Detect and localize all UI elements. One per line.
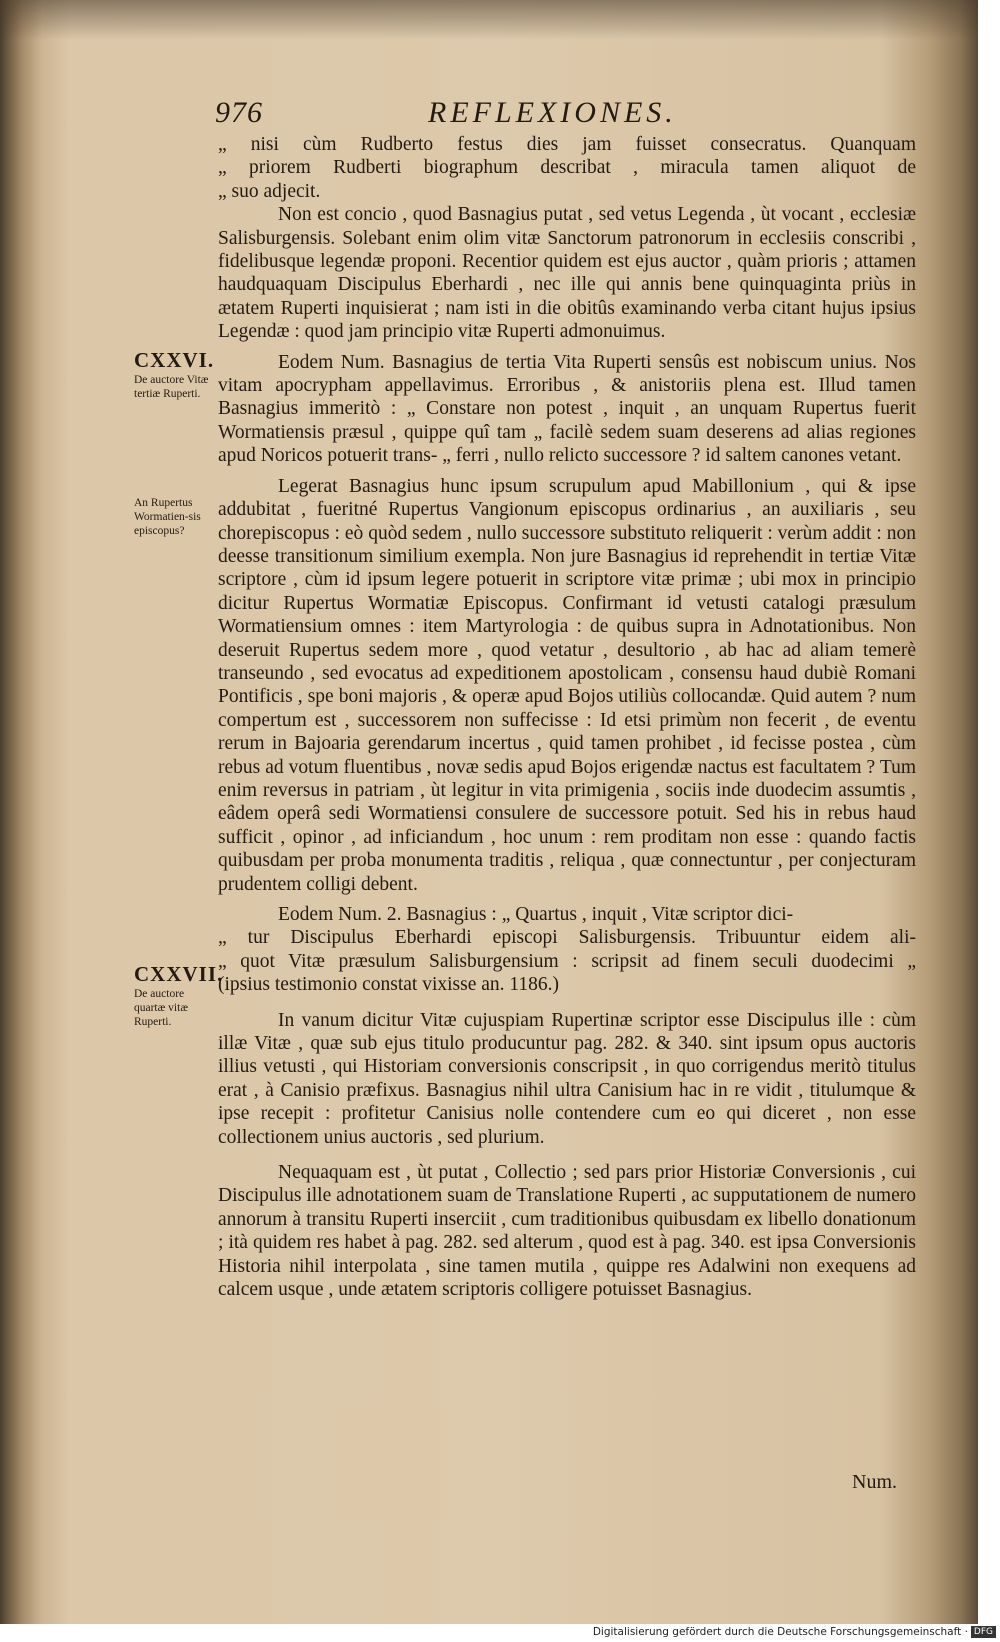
- running-head: REFLEXIONES.: [428, 96, 677, 129]
- marginal-summary: An Rupertus Wormatien-sis episcopus?: [134, 497, 201, 537]
- text-line: „ suo adjecit.: [218, 180, 321, 202]
- section-number: CXXVI.: [134, 348, 215, 372]
- paragraph-cxxvi: Eodem Num. Basnagius de tertia Vita Ruperti sensûs est nobiscum unius. Nos vitam apocrypham appellavimus. Erroribus , & anistoriis plena est. Illud tamen Basnagius immeritò : „ Constare non potest , inquit , an unquam Rupertus fuerit Wormatiensis præsul , quippe quî tam „ facilè sedem suam deserens ad alias regiones apud Noricos potuerit trans- „ ferri , nullo relicto successore ? id saltem canones vetant.: [218, 351, 916, 467]
- marginal-note-cxxvi: [134, 348, 218, 401]
- text-line: „ quot Vitæ præsulum Salisburgensium : scripsit ad finem seculi duodecimi „: [218, 950, 916, 972]
- digitization-footer: [0, 1624, 1000, 1640]
- text-line: (ipsius testimonio constat vixisse an. 1186.): [218, 974, 560, 996]
- paragraph-collectio: Nequaquam est , ùt putat , Collectio ; sed pars prior Historiæ Conversionis , cui Discipulus ille adnotationem suam de Translatione Ruperti , ac supputationem de numero annorum à transitu Ruperti inserciit , cum traditionibus quibusdam ex libello donationum ; ità quidem res habet à pag. 282. sed alterum , quod est à pag. 340. est ipsa Conversionis Historia nihil interpolata , sine tamen mutila , quippe res Adalwini non exequens ad calcem usque , unde ætatem scriptoris colligere potuisset Basnagius.: [218, 1162, 916, 1301]
- text-line: „ priorem Rudberti biographum describat , miracula tamen aliquot de: [218, 157, 916, 179]
- paragraph-mabillonius: Legerat Basnagius hunc ipsum scrupulum apud Mabillonium , qui & ipse addubitat , fueritné Rupertus Vangionum episcopus ordinarius , an auxiliaris , seu chorepiscopus : eò quòd sedem , nullo successore substituto reliquerit : verùm addit : non deesse transitionum similium exempla. Non jure Basnagius id reprehendit in tertiæ Vitæ scriptore , cùm id ipsum legere potuerit in scriptore vitæ primæ ; ubi mox in principio dicitur Rupertus Wormatiæ Episcopus. Confirmant id vetusti catalogi præsulum Wormatiensium omnes : item Martyrologia : de quibus supra in Adnotationibus. Non deseruit Rupertus sedem more , quod vetatur , desultorio , ab hac ad aliam temerè transeundo , sed evocatus ad expeditionem apostolicam , consensu haud dubiè Romani Pontificis , spe boni majoris , & operæ apud Bojos utiliùs collocandæ. Quid autem ? num compertum est , successorem non suffecisse : Id etsi primùm non fecerit , de eventu rerum in Bajoaria gerendarum incertus , quid tamen prohibet , id fecisse postea , cùm rebus ad votum fluentibus , novæ sedis apud Bojos erigendæ nactus est facultatem ? Tum enim reversus in patriam , ùt legitur in vita primigenia , sociis inde duodecim assumtis , eâdem operâ sedi Wormatiensi consulere de successore potuit. Sed his in rebus haud sufficit , opinor , ad inficiandum , hoc unum : rem proditam non esse : quando factis quibusdam per proba monumenta traditis , reliqua , quæ connectuntur , per conjecturam prudentem colligi debent.: [218, 475, 916, 895]
- marginal-note-cxxvii: [134, 962, 224, 1029]
- paragraph-discipulus: In vanum dicitur Vitæ cujuspiam Rupertinæ scriptor esse Discipulus ille : cùm illæ Vitæ , quæ sub ejus titulo producuntur pag. 282. & 340. sint ipsum opus auctoris illius vetusti , qui Historiam conversionis conscripsit , in quo corrigendus meritò titulus erat , à Canisio præfixus. Basnagius nihil ultra Canisium hac in re vidit , titulumque & ipse recepit : profitetur Canisius nolle contendere cum eo qui diceret , non esse collectionem unius auctoris , sed plurium.: [218, 1009, 916, 1148]
- marginal-summary: De auctore quartæ vitæ Ruperti.: [134, 988, 188, 1028]
- marginal-summary: De auctore Vitæ tertiæ Ruperti.: [134, 374, 209, 400]
- page-number: 976: [215, 96, 263, 129]
- paragraph-cxxvii-quotation: [218, 903, 916, 997]
- marginal-note-wormatia: [134, 496, 218, 538]
- section-number: CXXVII.: [134, 962, 224, 986]
- paragraph-legenda: Non est concio , quod Basnagius putat , sed vetus Legenda , ùt vocant , ecclesiæ Salisburgensis. Solebant enim olim vitæ Sanctorum patronorum in ecclesiis conscribi , fidelibusque legendæ proponi. Recentior quidem est ejus auctor , quàm prioris ; attamen haudquaquam Discipulus Eberhardi , nec ille qui annis bene quinquaginta priùs in ætatem Ruperti inquisierat ; nam isti in die obitûs examinando verba citant hujus ipsius Legendæ : quod jam principio vitæ Ruperti admonuimus.: [218, 204, 916, 343]
- text-line: „ tur Discipulus Eberhardi episcopi Salisburgensis. Tribuuntur eidem ali-: [218, 927, 916, 949]
- main-text: [218, 133, 916, 1302]
- catchword: Num.: [852, 1471, 897, 1493]
- dfg-logo: DFG: [971, 1626, 996, 1638]
- text-line: Eodem Num. 2. Basnagius : „ Quartus , inquit , Vitæ scriptor dici-: [278, 904, 794, 925]
- funding-credit: Digitalisierung gefördert durch die Deutsche Forschungsgemeinschaft ·: [592, 1626, 968, 1638]
- quotation-continuation: [218, 133, 916, 203]
- text-line: „ nisi cùm Rudberto festus dies jam fuisset consecratus. Quanquam: [218, 134, 916, 155]
